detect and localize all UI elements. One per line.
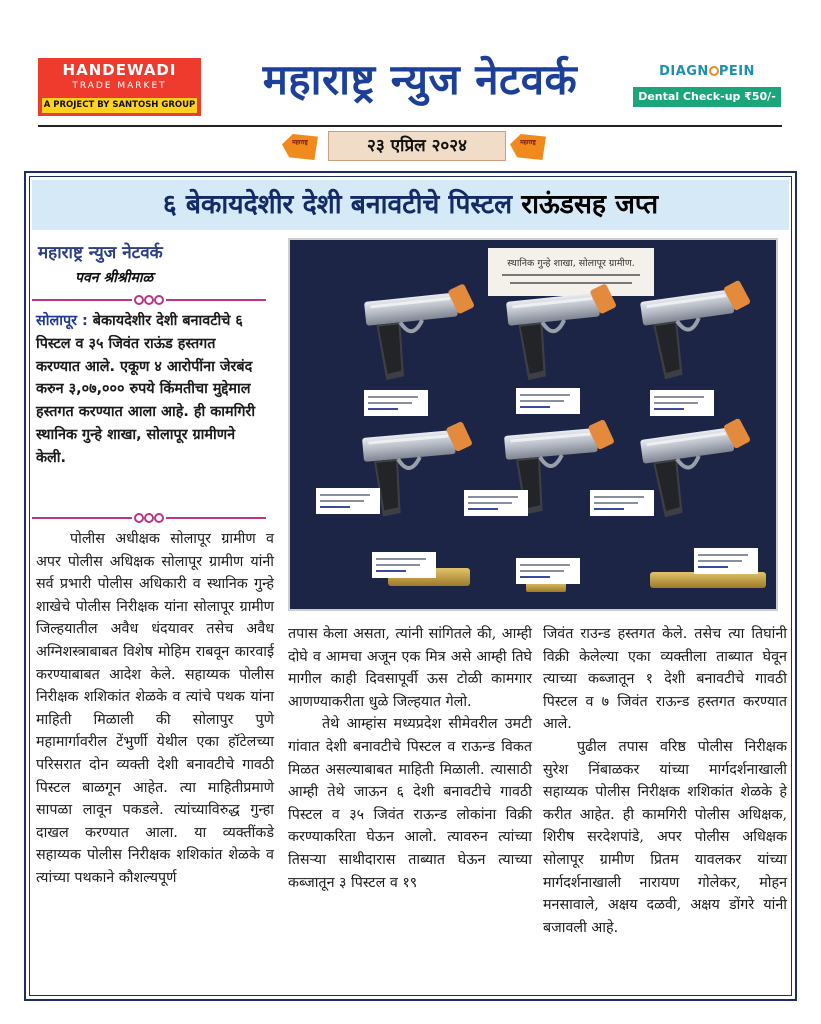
maharashtra-emblem-icon: [282, 134, 318, 160]
ornamental-divider: [32, 294, 266, 306]
handewadi-advertisement[interactable]: [38, 58, 201, 116]
column-2-paragraph-1: तपास केला असता, त्यांनी सांगितले की, आम्ही दोघे व आमचा अजून एक मित्र असे आम्ही तिघे मागील काही दिवसापूर्वी ऊस टोळी कामगार आणण्याकरीता धुळे जिल्हयात गेलो.: [288, 626, 532, 710]
diagnopein-logo: [633, 64, 781, 79]
issue-date: २३ एप्रिल २०२४: [328, 131, 506, 161]
article-column-3: [543, 623, 787, 939]
dental-offer: Dental Check-up ₹50/-: [633, 87, 781, 107]
byline-reporter: पवन श्रीश्रीमाळ: [75, 270, 154, 286]
article-lede: [36, 310, 264, 470]
column-2-paragraph-2: तेथे आम्हांस मध्यप्रदेश सीमेवरील उमटी गांवात देशी बनावटीचे पिस्टल व राऊन्ड विकत मिळत असल्याबाबत माहिती मिळाली. त्यासाठी आम्ही तेथे जाऊन ६ देशी बनावटीचे गावठी पिस्टल व ३५ जिवंत राऊन्ड लोकांना विक्री करण्याकरिता घेऊन आलो. त्यावरुन त्यांच्या तिसऱ्या साथीदारास ताब्यात घेऊन त्याच्या कब्जातून ३ पिस्टल व १९: [288, 716, 532, 891]
diagnopein-brand-right: PEIN: [718, 64, 755, 79]
handewadi-title: HANDEWADI: [62, 61, 177, 79]
maharashtra-emblem-icon: [510, 134, 546, 160]
emblem-text: महाराष्ट्र: [292, 139, 308, 146]
headline-part1: ६ बेकायदेशीर देशी बनावटीचे पिस्टल: [162, 189, 513, 220]
article-headline: [32, 180, 789, 230]
diagnopein-brand-left: DIAGN: [659, 64, 709, 79]
diagnopein-advertisement[interactable]: [633, 62, 781, 108]
photo-sign-text: स्थानिक गुन्हे शाखा, सोलापूर ग्रामीण.: [507, 258, 635, 269]
emblem-text: महाराष्ट्र: [520, 139, 536, 146]
article-column-2: [288, 623, 532, 894]
column-3-paragraph-2: पुढील तपास वरिष्ठ पोलीस निरीक्षक सुरेश निंबाळकर यांच्या मार्गदर्शनाखाली सहाय्यक पोलीस निरीक्षक शशिकांत शेळके हे करीत आहेत. ही कामगिरी पोलीस अधिक्षक, शिरीष सरदेशपांडे, अपर पोलीस अधिक्षक सोलापूर ग्रामीण प्रितम यावलकर यांच्या मार्गदर्शनाखाली नारायण गोलेकर, मोहन मनसावाले, अक्षय दळवी, अक्षय डोंगरे यांनी बजावली आहे.: [543, 738, 787, 936]
handewadi-subtitle: TRADE MARKET: [72, 81, 167, 91]
ornamental-divider: [32, 512, 266, 524]
byline-organization: महाराष्ट्र न्युज नेटवर्क: [38, 243, 163, 263]
masthead-title: महाराष्ट्र न्युज नेटवर्क: [262, 55, 578, 104]
headline-part2: राऊंडसह जप्त: [521, 189, 659, 220]
seized-pistols-photo: [288, 238, 778, 611]
header-rule: [38, 125, 782, 127]
tooth-icon: [709, 66, 719, 76]
column-3-paragraph-1: जिवंत राउन्ड हस्तगत केले. तसेच त्या तिघांनी विक्री केलेल्या एका व्यक्तीला ताब्यात घेवून त्याच्या कब्जातून १ देशी बनावटीचे गावठी पिस्टल व ७ जिवंत राऊन्ड हस्तगत करण्यात आले.: [543, 626, 787, 733]
dateline-place: सोलापूर :: [36, 313, 88, 329]
column-1-paragraph: पोलीस अधीक्षक सोलापूर ग्रामीण व अपर पोलीस अधिक्षक सोलापूर ग्रामीण यांनी सर्व प्रभारी पोलीस अधिकारी व स्थानिक गुन्हे शाखेचे पोलीस निरीक्षक यांना सोलापूर ग्रामीण जिल्हयातील अवैध धंदयावर तसेच अवैध अग्निशस्त्राबाबत विशेष मोहिम राबवून कारवाई करण्याबाबत आदेश केले. सहाय्यक पोलीस निरीक्षक शशिकांत शेळके व त्यांचे पथक यांना माहिती मिळाली की सोलापुर पुणे महामार्गावरील टेंभुर्णी येथील एका हॉटेलच्या परिसरात दोन व्यक्ती देशी बनावटीचे गावठी पिस्टल बाळगून आहेत. त्या माहितीप्रमाणे सापळा लावून पकडले. त्यांच्याविरुद्ध गुन्हा दाखल करण्यात आला. या व्यक्तींकडे सहाय्यक पोलीस निरीक्षक शशिकांत शेळके व त्यांच्या पथकाने कौशल्यपूर्ण: [36, 531, 274, 886]
handewadi-tagline: A PROJECT BY SANTOSH GROUP: [42, 98, 197, 113]
lede-text: बेकायदेशीर देशी बनावटीचे ६ पिस्टल व ३५ जिवंत राऊंड हस्तगत करण्यात आले. एकूण ४ आरोपींना जेरबंद करुन ३,०७,००० रुपये किंमतीचा मुद्देमाल हस्तगत करण्यात आला आहे. ही कामगिरी स्थानिक गुन्हे शाखा, सोलापूर ग्रामीणने केली.: [36, 313, 256, 466]
article-column-1: [36, 528, 274, 890]
